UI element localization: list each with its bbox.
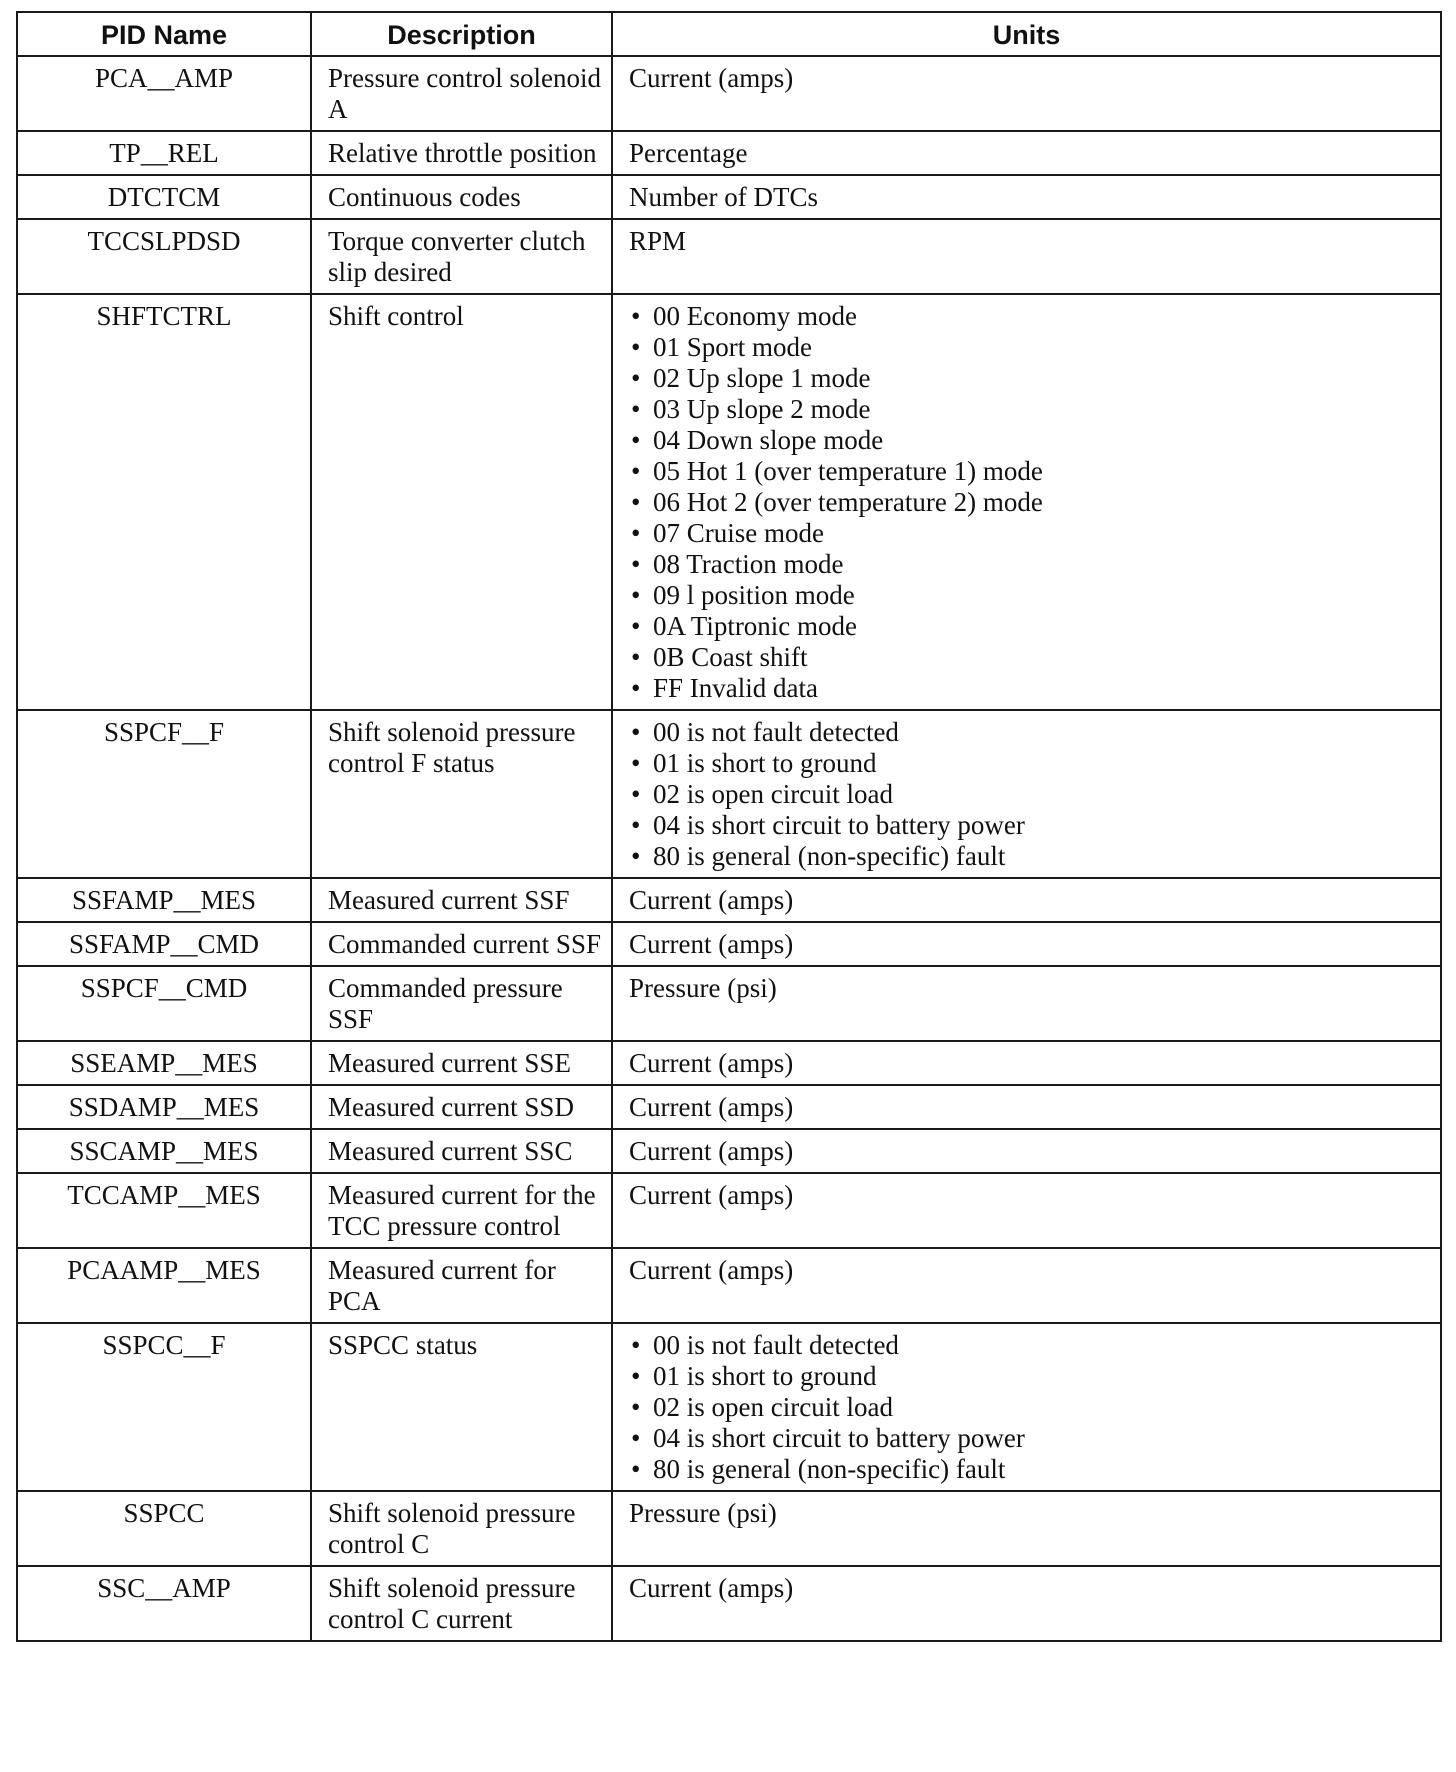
pid-name-cell: TCCSLPDSD: [17, 219, 311, 294]
units-cell: Current (amps): [612, 1085, 1441, 1129]
units-list: [629, 717, 1432, 872]
units-cell: Pressure (psi): [612, 1491, 1441, 1566]
units-cell: Pressure (psi): [612, 966, 1441, 1041]
units-list-item: • 01 is short to ground: [629, 1361, 1432, 1392]
pid-table: [16, 11, 1442, 1642]
pid-name-cell: SSCAMP__MES: [17, 1129, 311, 1173]
table-row: [17, 922, 1441, 966]
pid-name-cell: SSDAMP__MES: [17, 1085, 311, 1129]
table-row: [17, 219, 1441, 294]
units-list-item: • 03 Up slope 2 mode: [629, 394, 1432, 425]
units-list-item: • FF Invalid data: [629, 673, 1432, 704]
units-list-item: • 08 Traction mode: [629, 549, 1432, 580]
units-list-item: • 04 is short circuit to battery power: [629, 810, 1432, 841]
header-row: [17, 12, 1441, 56]
description-cell: Torque converter clutch slip desired: [311, 219, 612, 294]
pid-name-cell: TP__REL: [17, 131, 311, 175]
table-row: [17, 710, 1441, 878]
pid-name-cell: SHFTCTRL: [17, 294, 311, 710]
pid-name-cell: SSPCF__CMD: [17, 966, 311, 1041]
units-list: [629, 1330, 1432, 1485]
units-list-item: • 00 is not fault detected: [629, 1330, 1432, 1361]
table-row: [17, 175, 1441, 219]
units-cell: Current (amps): [612, 1566, 1441, 1641]
pid-name-cell: SSPCF__F: [17, 710, 311, 878]
units-cell: Current (amps): [612, 1041, 1441, 1085]
description-cell: Measured current SSF: [311, 878, 612, 922]
units-list-item: • 06 Hot 2 (over temperature 2) mode: [629, 487, 1432, 518]
units-list-item: • 0B Coast shift: [629, 642, 1432, 673]
units-cell: RPM: [612, 219, 1441, 294]
units-cell: Current (amps): [612, 1248, 1441, 1323]
table-row: [17, 294, 1441, 710]
units-list-item: • 02 is open circuit load: [629, 779, 1432, 810]
description-cell: Commanded current SSF: [311, 922, 612, 966]
table-row: [17, 1248, 1441, 1323]
pid-name-cell: SSFAMP__MES: [17, 878, 311, 922]
description-cell: Pressure control solenoid A: [311, 56, 612, 131]
description-cell: Commanded pressure SSF: [311, 966, 612, 1041]
units-list-item: • 05 Hot 1 (over temperature 1) mode: [629, 456, 1432, 487]
header-description: Description: [311, 12, 612, 56]
units-list-item: • 02 Up slope 1 mode: [629, 363, 1432, 394]
table-row: [17, 1041, 1441, 1085]
units-cell: Current (amps): [612, 878, 1441, 922]
units-list-item: • 0A Tiptronic mode: [629, 611, 1432, 642]
table-row: [17, 878, 1441, 922]
units-list-item: • 01 Sport mode: [629, 332, 1432, 363]
units-list-item: • 02 is open circuit load: [629, 1392, 1432, 1423]
description-cell: Shift solenoid pressure control C current: [311, 1566, 612, 1641]
description-cell: Continuous codes: [311, 175, 612, 219]
description-cell: Measured current SSD: [311, 1085, 612, 1129]
units-cell: Current (amps): [612, 922, 1441, 966]
units-cell: Number of DTCs: [612, 175, 1441, 219]
pid-name-cell: SSC__AMP: [17, 1566, 311, 1641]
units-cell: Current (amps): [612, 56, 1441, 131]
table-row: [17, 966, 1441, 1041]
header-units: Units: [612, 12, 1441, 56]
table-row: [17, 56, 1441, 131]
table-row: [17, 1173, 1441, 1248]
pid-name-cell: DTCTCM: [17, 175, 311, 219]
description-cell: Measured current for PCA: [311, 1248, 612, 1323]
description-cell: Shift control: [311, 294, 612, 710]
units-list-item: • 80 is general (non-specific) fault: [629, 1454, 1432, 1485]
units-cell: [612, 294, 1441, 710]
units-list-item: • 00 is not fault detected: [629, 717, 1432, 748]
description-cell: Measured current SSC: [311, 1129, 612, 1173]
units-cell: Current (amps): [612, 1173, 1441, 1248]
table-row: [17, 1566, 1441, 1641]
pid-name-cell: PCA__AMP: [17, 56, 311, 131]
units-cell: [612, 710, 1441, 878]
table-row: [17, 1323, 1441, 1491]
pid-name-cell: SSEAMP__MES: [17, 1041, 311, 1085]
header-pid-name: PID Name: [17, 12, 311, 56]
pid-name-cell: TCCAMP__MES: [17, 1173, 311, 1248]
table-header: [17, 12, 1441, 56]
units-list: [629, 301, 1432, 704]
pid-name-cell: SSPCC: [17, 1491, 311, 1566]
units-list-item: • 04 Down slope mode: [629, 425, 1432, 456]
units-list-item: • 01 is short to ground: [629, 748, 1432, 779]
description-cell: Measured current for the TCC pressure control: [311, 1173, 612, 1248]
description-cell: Shift solenoid pressure control C: [311, 1491, 612, 1566]
units-list-item: • 80 is general (non-specific) fault: [629, 841, 1432, 872]
pid-name-cell: SSPCC__F: [17, 1323, 311, 1491]
units-list-item: • 07 Cruise mode: [629, 518, 1432, 549]
description-cell: Shift solenoid pressure control F status: [311, 710, 612, 878]
description-cell: Measured current SSE: [311, 1041, 612, 1085]
description-cell: Relative throttle position: [311, 131, 612, 175]
units-list-item: • 00 Economy mode: [629, 301, 1432, 332]
table-row: [17, 1491, 1441, 1566]
table-body: [17, 56, 1441, 1641]
table-row: [17, 1085, 1441, 1129]
table-row: [17, 1129, 1441, 1173]
units-list-item: • 09 l position mode: [629, 580, 1432, 611]
units-cell: [612, 1323, 1441, 1491]
units-cell: Current (amps): [612, 1129, 1441, 1173]
pid-name-cell: SSFAMP__CMD: [17, 922, 311, 966]
units-cell: Percentage: [612, 131, 1441, 175]
description-cell: SSPCC status: [311, 1323, 612, 1491]
pid-name-cell: PCAAMP__MES: [17, 1248, 311, 1323]
table-row: [17, 131, 1441, 175]
units-list-item: • 04 is short circuit to battery power: [629, 1423, 1432, 1454]
